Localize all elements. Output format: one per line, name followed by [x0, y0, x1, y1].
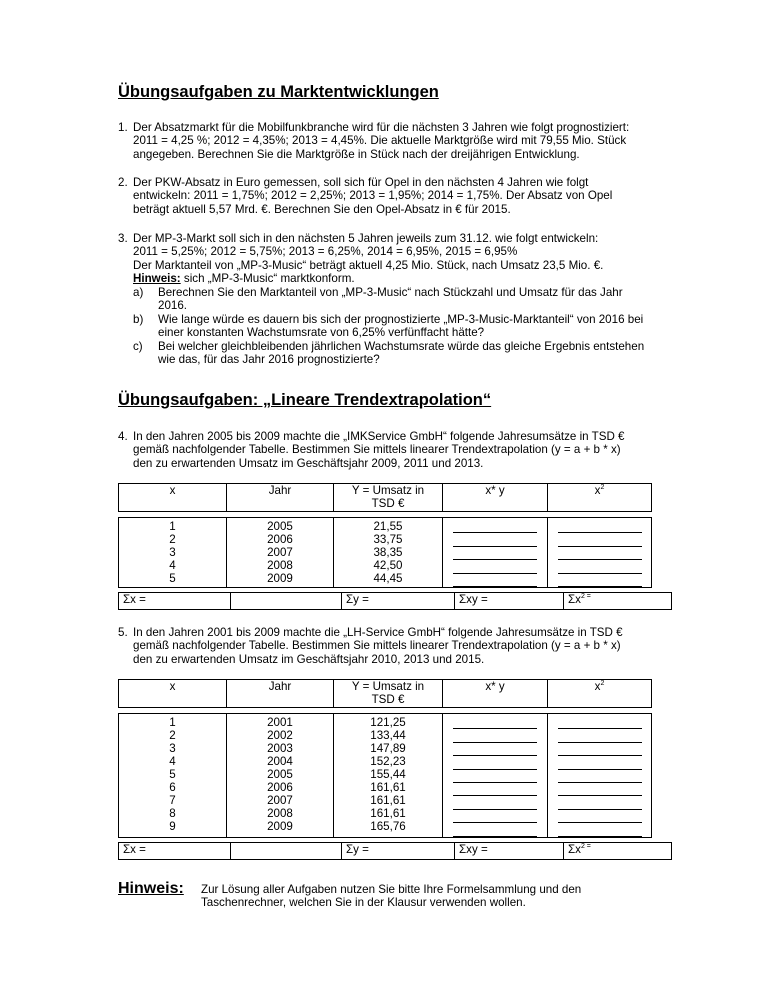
answer-blank[interactable]: [453, 574, 537, 587]
table-cell: 6: [169, 781, 176, 794]
sum-x: Σx =: [119, 593, 231, 610]
answer-blank[interactable]: [558, 810, 642, 823]
sum-y: Σy =: [342, 843, 455, 860]
table-cell: 4: [169, 559, 176, 572]
table-cell: 33,75: [373, 533, 403, 546]
table-cell: 2007: [267, 546, 293, 559]
answer-blank[interactable]: [558, 796, 642, 809]
table-cell: 3: [169, 546, 176, 559]
col-umsatz-values: [334, 714, 443, 838]
answer-blank[interactable]: [453, 547, 537, 560]
sum-x: Σx =: [119, 843, 231, 860]
task-3c-text: Bei welcher gleichbleibenden jährlichen Wachstumsrate würde das gleiche Ergebnis entstehen wie das, für das Jahr 2016 prognostizierte?: [158, 340, 645, 367]
col-x2-blanks[interactable]: [548, 518, 652, 588]
col-header-x: x: [119, 680, 227, 708]
sum-jahr-empty: [231, 843, 342, 860]
col-xy-blanks[interactable]: [443, 714, 548, 838]
answer-blank[interactable]: [453, 716, 537, 729]
table-cell: 2003: [267, 742, 293, 755]
col-header-x: x: [119, 484, 227, 512]
table-cell: 1: [169, 716, 176, 729]
heading-trendextrapolation: Übungsaufgaben: „Lineare Trendextrapolation“: [118, 391, 492, 409]
col-header-umsatz: Y = Umsatz in TSD €: [334, 680, 443, 708]
table-cell: 2005: [267, 520, 293, 533]
table-cell: 1: [169, 520, 176, 533]
table-cell: 2008: [267, 807, 293, 820]
table-cell: 9: [169, 820, 176, 833]
table-cell: 5: [169, 572, 176, 585]
col-header-x2: $x^2$: [548, 680, 652, 708]
col-jahr-values: [227, 518, 334, 588]
task-4-text: In den Jahren 2005 bis 2009 machte die „IMKService GmbH“ folgende Jahresumsätze in TSD € gemäß nachfolgender Tabelle. Bestimmen Sie mittels linearer Trendextrapolation (y = a + b * x) den zu erwartenden Umsatz im Geschäftsjahr 2009, 2011 und 2013.: [133, 430, 625, 470]
table-cell: 161,61: [370, 807, 406, 820]
sum-y: Σy =: [342, 593, 455, 610]
answer-blank[interactable]: [453, 560, 537, 573]
table-imkservice-sums: [118, 592, 672, 610]
answer-blank[interactable]: [453, 770, 537, 783]
table-lhservice-body: [118, 713, 652, 838]
table-cell: 5: [169, 768, 176, 781]
answer-blank[interactable]: [558, 756, 642, 769]
answer-blank[interactable]: [558, 520, 642, 533]
task-3a-label: a): [133, 286, 144, 299]
table-cell: 165,76: [370, 820, 406, 833]
task-3-text: Der MP-3-Markt soll sich in den nächsten 5 Jahren jeweils zum 31.12. wie folgt entwickeln: 2011 = 5,25%; 2012 = 5,75%; 2013 = 6,25%, 2014 = 6,95%, 2015 = 6,95% Der Marktanteil von „MP-3-Music“ beträgt aktuell 4,25 Mio. Stück, nach Umsatz 23,5 Mio. €. Hinweis: sich „MP-3-Music“ marktkonform.: [133, 232, 663, 286]
task-2-number: 2.: [118, 176, 128, 189]
task-1-number: 1.: [118, 121, 128, 134]
table-cell: 8: [169, 807, 176, 820]
table-cell: 2008: [267, 559, 293, 572]
col-x-values: [119, 518, 227, 588]
task-5-number: 5.: [118, 626, 128, 639]
sum-xy: Σxy =: [455, 843, 564, 860]
task-3-hint: Hinweis: sich „MP-3-Music“ marktkonform.: [133, 272, 355, 286]
table-cell: 42,50: [373, 559, 403, 572]
answer-blank[interactable]: [453, 520, 537, 533]
answer-blank[interactable]: [558, 783, 642, 796]
task-3a-text: Berechnen Sie den Marktanteil von „MP-3-Music“ nach Stückzahl und Umsatz für das Jahr 2016.: [158, 286, 623, 313]
answer-blank[interactable]: [558, 770, 642, 783]
col-xy-blanks[interactable]: [443, 518, 548, 588]
task-3-number: 3.: [118, 232, 128, 245]
table-cell: 2004: [267, 755, 293, 768]
answer-blank[interactable]: [453, 796, 537, 809]
sum-x2: $\Sigma x^{2 =}$: [564, 593, 672, 610]
answer-blank[interactable]: [558, 716, 642, 729]
table-cell: 7: [169, 794, 176, 807]
table-imkservice-body: [118, 517, 652, 588]
table-cell: 38,35: [373, 546, 403, 559]
table-cell: 147,89: [370, 742, 406, 755]
task-2-text: Der PKW-Absatz in Euro gemessen, soll sich für Opel in den nächsten 4 Jahren wie folgt entwickeln: 2011 = 1,75%; 2012 = 2,25%; 2013 = 1,95%; 2014 = 1,75%. Der Absatz von Opel beträgt aktuell 5,57 Mrd. €. Berechnen Sie den Opel-Absatz in € für 2015.: [133, 176, 613, 216]
task-5-text: In den Jahren 2001 bis 2009 machte die „LH-Service GmbH“ folgende Jahresumsätze in TSD € gemäß nachfolgender Tabelle. Bestimmen Sie mittels linearer Trendextrapolation (y = a + b * x) den zu erwartenden Umsatz im Geschäftsjahr 2010, 2013 und 2015.: [133, 626, 623, 666]
table-cell: 2009: [267, 820, 293, 833]
table-cell: 21,55: [373, 520, 403, 533]
answer-blank[interactable]: [558, 729, 642, 742]
task-3c-label: c): [133, 340, 143, 353]
col-header-xy: x* y: [443, 680, 548, 708]
table-cell: 155,44: [370, 768, 406, 781]
table-cell: 2: [169, 729, 176, 742]
task-3b-label: b): [133, 313, 144, 326]
col-header-xy: x* y: [443, 484, 548, 512]
task-1-text: Der Absatzmarkt für die Mobilfunkbranche wird für die nächsten 3 Jahren wie folgt prognostiziert: 2011 = 4,25 %; 2012 = 4,35%; 2013 = 4,45%. Die aktuelle Marktgröße wird mit 79,55 Mio. Stück angegeben. Berechnen Sie die Marktgröße in Stück nach der dreijährigen Entwicklung.: [133, 121, 630, 161]
answer-blank[interactable]: [558, 574, 642, 587]
sum-xy: Σxy =: [455, 593, 564, 610]
col-header-x2: $x^2$: [548, 484, 652, 512]
table-cell: 2009: [267, 572, 293, 585]
col-x-values: [119, 714, 227, 838]
col-jahr-values: [227, 714, 334, 838]
table-cell: 2006: [267, 533, 293, 546]
sum-x2: $\Sigma x^{2 =}$: [564, 843, 672, 860]
table-cell: 44,45: [373, 572, 403, 585]
table-cell: 4: [169, 755, 176, 768]
col-umsatz-values: [334, 518, 443, 588]
answer-blank[interactable]: [558, 547, 642, 560]
task-3b-text: Wie lange würde es dauern bis sich der prognostizierte „MP-3-Music-Marktanteil“ von 2016 bei einer konstanten Wachstumsrate von 6,25% verfünffacht hätte?: [158, 313, 644, 340]
footer-hint-label: Hinweis:: [118, 880, 184, 897]
answer-blank[interactable]: [558, 823, 642, 836]
table-cell: 2006: [267, 781, 293, 794]
answer-blank[interactable]: [453, 729, 537, 742]
table-lhservice-header: [118, 679, 652, 708]
table-lhservice-sums: [118, 842, 672, 860]
col-header-jahr: Jahr: [227, 680, 334, 708]
table-cell: 3: [169, 742, 176, 755]
task-4-number: 4.: [118, 430, 128, 443]
footer-hint-text: Zur Lösung aller Aufgaben nutzen Sie bitte Ihre Formelsammlung und den Taschenrechner, welchen Sie in der Klausur verwenden wollen.: [201, 883, 582, 910]
answer-blank[interactable]: [453, 823, 537, 836]
answer-blank[interactable]: [453, 810, 537, 823]
table-cell: 133,44: [370, 729, 406, 742]
table-cell: 161,61: [370, 781, 406, 794]
table-cell: 2007: [267, 794, 293, 807]
table-cell: 2002: [267, 729, 293, 742]
table-cell: 2001: [267, 716, 293, 729]
sum-jahr-empty: [231, 593, 342, 610]
col-x2-blanks[interactable]: [548, 714, 652, 838]
answer-blank[interactable]: [453, 756, 537, 769]
col-header-umsatz: Y = Umsatz in TSD €: [334, 484, 443, 512]
answer-blank[interactable]: [453, 783, 537, 796]
answer-blank[interactable]: [453, 533, 537, 546]
col-header-jahr: Jahr: [227, 484, 334, 512]
answer-blank[interactable]: [558, 560, 642, 573]
table-imkservice-header: [118, 483, 652, 512]
table-cell: 121,25: [370, 716, 406, 729]
table-cell: 2005: [267, 768, 293, 781]
answer-blank[interactable]: [558, 743, 642, 756]
table-cell: 161,61: [370, 794, 406, 807]
answer-blank[interactable]: [558, 533, 642, 546]
answer-blank[interactable]: [453, 743, 537, 756]
heading-marktentwicklungen: Übungsaufgaben zu Marktentwicklungen: [118, 83, 439, 101]
table-cell: 152,23: [370, 755, 406, 768]
table-cell: 2: [169, 533, 176, 546]
